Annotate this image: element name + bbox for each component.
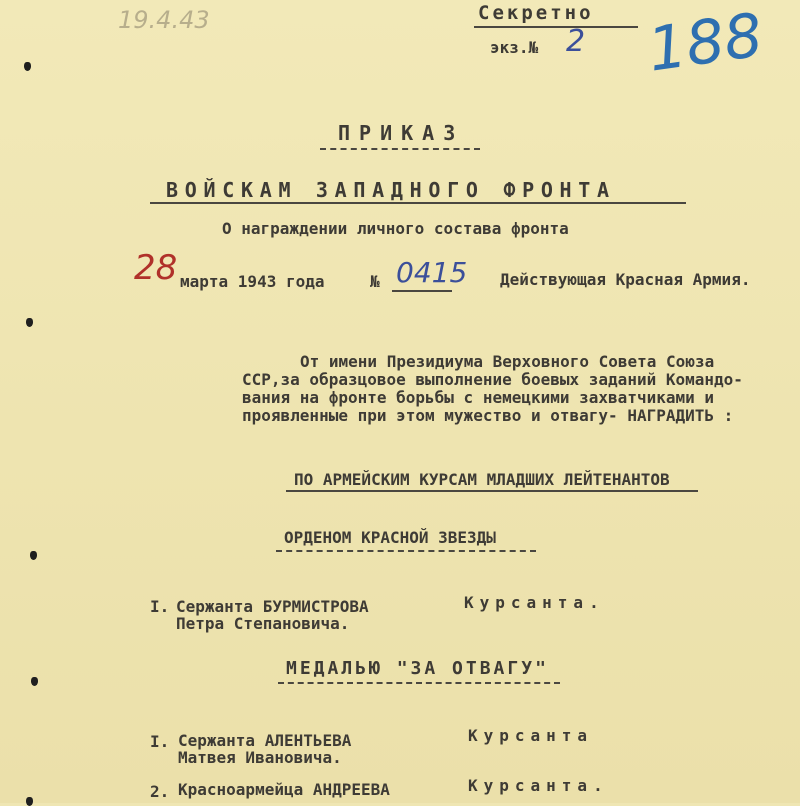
courses-underline [286,490,698,492]
order-title-underline [320,148,480,150]
order-day: 28 [134,248,178,288]
medal-heading: МЕДАЛЬЮ "ЗА ОТВАГУ" [286,658,549,679]
preamble-line: От имени Президиума Верховного Совета Союза [300,352,715,371]
number-sign: № [370,272,380,291]
preamble-line: ССР,за образцовое выполнение боевых заданий Командо- [242,370,743,389]
order-number: 0415 [396,256,468,289]
copy-number: 2 [566,24,586,59]
courses-heading: ПО АРМЕЙСКИМ КУРСАМ МЛАДШИХ ЛЕЙТЕНАНТОВ [294,470,670,489]
secret-underline [474,26,638,28]
awardee-name: Сержанта АЛЕНТЬЕВА [178,731,352,750]
awardee-role: Курсанта. [468,776,609,795]
awardee-name: Красноармейца АНДРЕЕВА [178,780,390,799]
troops-underline [150,202,686,204]
awardee-role: Курсанта [468,726,594,745]
awardee-num: 2. [150,782,170,801]
awardee-name: Сержанта БУРМИСТРОВА [176,597,369,616]
red-star-heading: ОРДЕНОМ КРАСНОЙ ЗВЕЗДЫ [284,528,496,547]
troops-title: ВОЙСКАМ ЗАПАДНОГО ФРОНТА [166,178,616,202]
awardee-name-2: Матвея Ивановича. [178,748,342,767]
copy-label: экз.№ [490,38,539,57]
medal-underline [278,682,560,684]
pencil-date: 19.4.43 [118,6,210,34]
awardee-role: Курсанта. [464,593,605,612]
binder-hole [30,551,37,560]
binder-hole [26,318,33,327]
order-number-underline [392,290,452,292]
binder-hole [24,62,31,71]
secret-label: Секретно [478,2,594,24]
binder-hole [26,797,33,806]
awardee-num: I. [150,597,170,616]
order-date: марта 1943 года [180,272,325,291]
order-title: ПРИКАЗ [338,121,465,145]
order-subject: О награждении личного состава фронта [222,219,569,238]
red-star-underline [276,550,536,552]
binder-hole [31,677,38,686]
archive-number: 188 [643,0,767,86]
awardee-num: I. [150,732,170,751]
preamble-line: проявленные при этом мужество и отвагу- НАГРАДИТЬ : [242,406,734,425]
awardee-name-2: Петра Степановича. [176,614,350,633]
preamble-line: вания на фронте борьбы с немецкими захватчиками и [242,388,715,407]
army-label: Действующая Красная Армия. [500,270,751,289]
